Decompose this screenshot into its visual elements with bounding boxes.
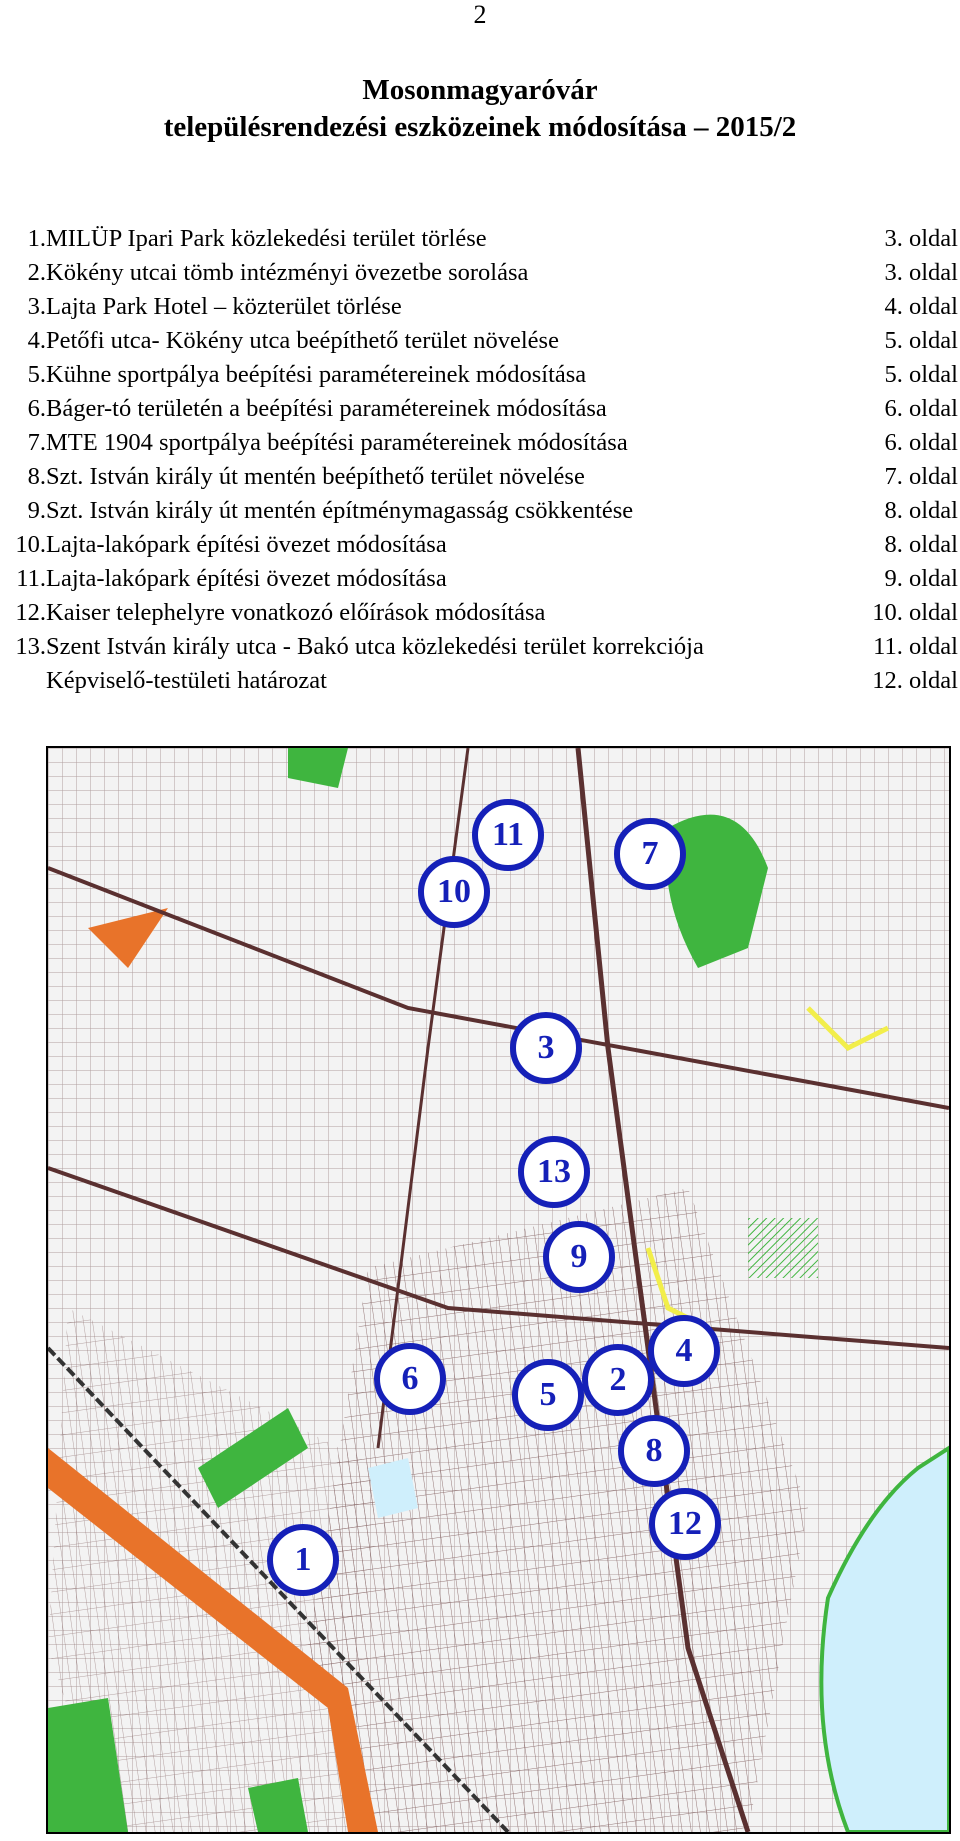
page-title xyxy=(0,72,960,146)
toc-text: Petőfi utca- Kökény utca beépíthető terület növelése xyxy=(46,327,559,354)
toc-row xyxy=(8,292,958,326)
toc-row xyxy=(8,258,958,292)
toc-number: 3. xyxy=(27,293,46,320)
map-base xyxy=(48,748,949,1832)
toc-number: 11. xyxy=(16,565,46,592)
toc-row xyxy=(8,360,958,394)
map-marker-5[interactable]: 5 xyxy=(512,1359,584,1431)
city-map xyxy=(46,746,951,1834)
map-marker-1[interactable]: 1 xyxy=(267,1524,339,1596)
toc-row xyxy=(8,666,958,700)
toc-number: 13. xyxy=(15,633,46,660)
toc-number: 4. xyxy=(27,327,46,354)
toc-row xyxy=(8,428,958,462)
toc-number: 1. xyxy=(27,225,46,252)
toc-page: 8. oldal xyxy=(884,497,958,524)
toc-page: 5. oldal xyxy=(884,361,958,388)
map-marker-13[interactable]: 13 xyxy=(518,1136,590,1208)
toc-text: Szt. István király út mentén beépíthető terület növelése xyxy=(46,463,585,490)
toc-text: Szt. István király út mentén építménymagasság csökkentése xyxy=(46,497,634,524)
hatched-area xyxy=(748,1218,818,1278)
toc-row xyxy=(8,598,958,632)
toc-text: Lajta-lakópark építési övezet módosítása xyxy=(46,565,447,592)
toc-number: 9. xyxy=(27,497,46,524)
toc-text: Szent István király utca - Bakó utca közlekedési terület korrekciója xyxy=(46,633,704,660)
toc-text: Lajta-lakópark építési övezet módosítása xyxy=(46,531,447,558)
toc-row xyxy=(8,224,958,258)
map-marker-4[interactable]: 4 xyxy=(648,1315,720,1387)
toc-row xyxy=(8,530,958,564)
toc-text: Kökény utcai tömb intézményi övezetbe sorolása xyxy=(46,259,529,286)
toc-row xyxy=(8,564,958,598)
map-marker-9[interactable]: 9 xyxy=(543,1221,615,1293)
toc-page: 3. oldal xyxy=(884,225,958,252)
map-marker-11[interactable]: 11 xyxy=(472,799,544,871)
toc-page: 6. oldal xyxy=(884,395,958,422)
toc-number: 5. xyxy=(27,361,46,388)
toc-page: 9. oldal xyxy=(884,565,958,592)
toc-number: 12. xyxy=(15,599,46,626)
toc-number: 8. xyxy=(27,463,46,490)
title-line-1: Mosonmagyaróvár xyxy=(362,74,598,106)
map-marker-6[interactable]: 6 xyxy=(374,1343,446,1415)
toc-page: 12. oldal xyxy=(872,667,958,694)
toc-row xyxy=(8,394,958,428)
toc-row xyxy=(8,632,958,666)
toc-page: 3. oldal xyxy=(884,259,958,286)
toc-text: Kaiser telephelyre vonatkozó előírások módosítása xyxy=(46,599,546,626)
map-marker-10[interactable]: 10 xyxy=(418,856,490,928)
page-number: 2 xyxy=(473,0,487,29)
toc-text: Báger-tó területén a beépítési paramétereinek módosítása xyxy=(46,395,607,422)
toc-number: 2. xyxy=(27,259,46,286)
toc-page: 6. oldal xyxy=(884,429,958,456)
toc-page: 7. oldal xyxy=(884,463,958,490)
title-line-2: településrendezési eszközeinek módosítása – 2015/2 xyxy=(163,111,797,143)
toc-text: Képviselő-testületi határozat xyxy=(46,667,327,694)
toc-text: MILÜP Ipari Park közlekedési terület törlése xyxy=(46,225,487,252)
toc-number: 6. xyxy=(27,395,46,422)
map-marker-8[interactable]: 8 xyxy=(618,1415,690,1487)
map-marker-2[interactable]: 2 xyxy=(582,1344,654,1416)
toc-row xyxy=(8,496,958,530)
toc-text: Lajta Park Hotel – közterület törlése xyxy=(46,293,402,320)
map-marker-7[interactable]: 7 xyxy=(614,818,686,890)
toc-page: 11. oldal xyxy=(873,633,958,660)
toc-number: 7. xyxy=(27,429,46,456)
toc-row xyxy=(8,462,958,496)
toc-page: 4. oldal xyxy=(884,293,958,320)
map-marker-3[interactable]: 3 xyxy=(510,1012,582,1084)
toc-row xyxy=(8,326,958,360)
toc-page: 5. oldal xyxy=(884,327,958,354)
toc-page: 8. oldal xyxy=(884,531,958,558)
toc-number: 10. xyxy=(15,531,46,558)
toc-text: MTE 1904 sportpálya beépítési paramétereinek módosítása xyxy=(46,429,628,456)
map-marker-12[interactable]: 12 xyxy=(649,1488,721,1560)
toc-page: 10. oldal xyxy=(872,599,958,626)
table-of-contents xyxy=(8,224,958,700)
toc-text: Kühne sportpálya beépítési paramétereinek módosítása xyxy=(46,361,587,388)
